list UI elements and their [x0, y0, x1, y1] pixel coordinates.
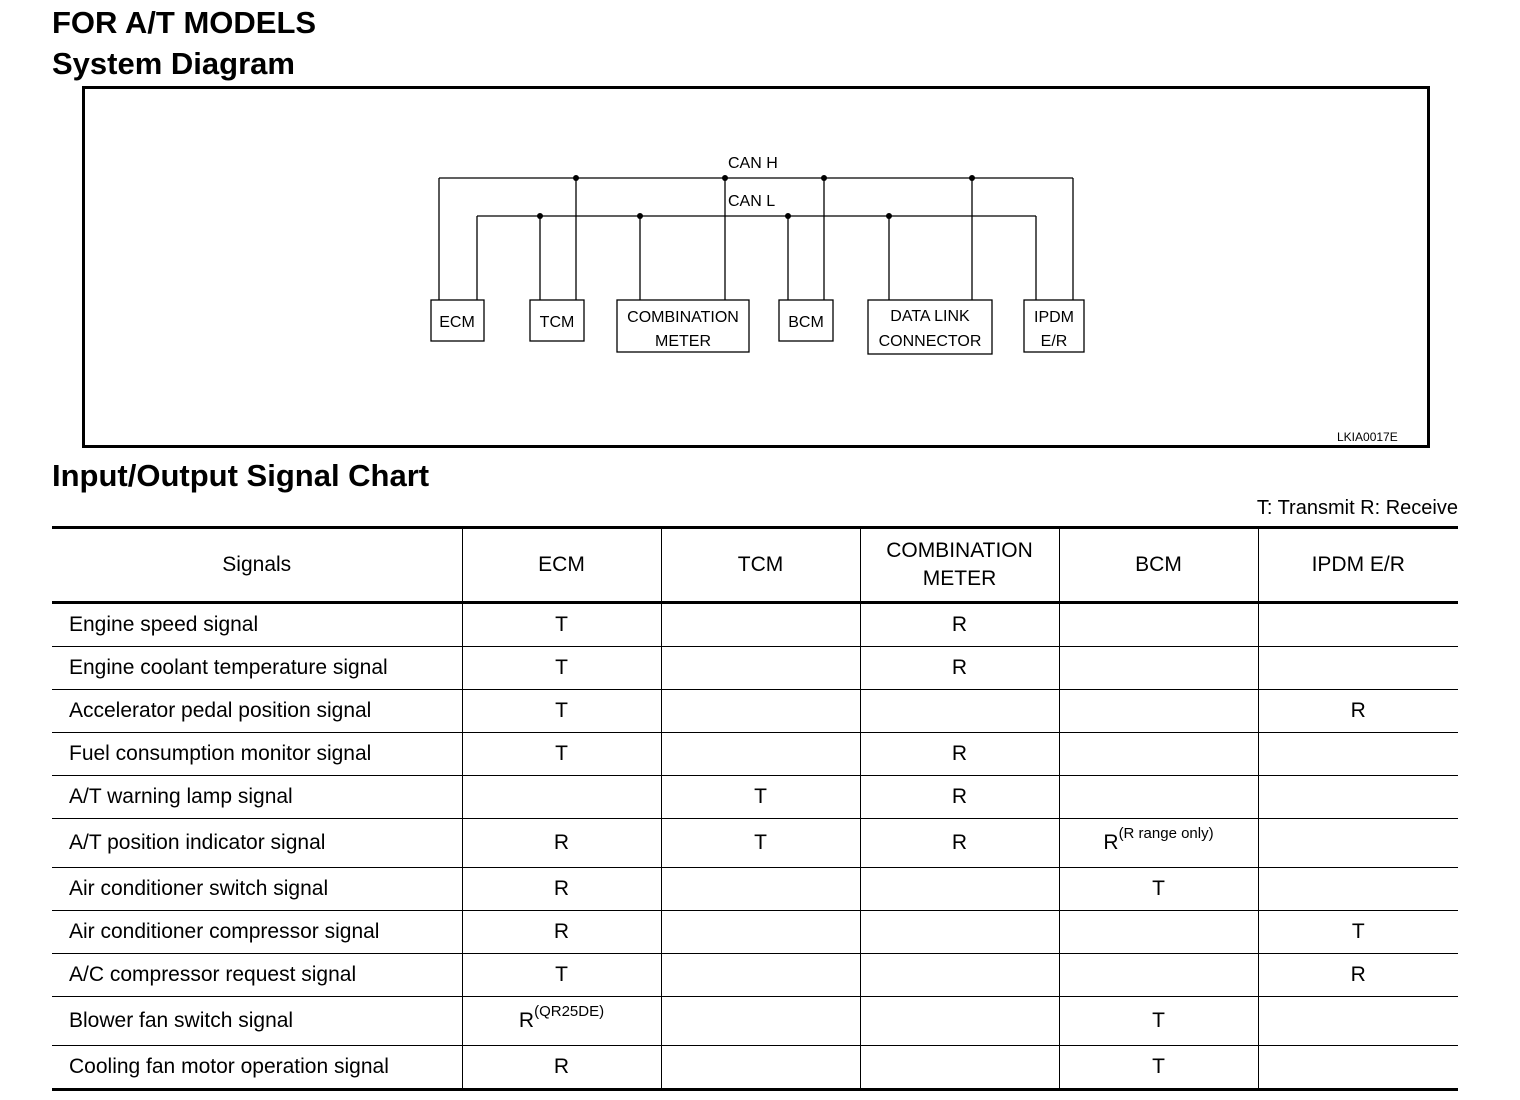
table-row	[52, 954, 1458, 997]
ecm-cell: T	[462, 733, 661, 776]
ecm-cell: R	[462, 819, 661, 868]
meter-cell	[860, 690, 1059, 733]
signal-name: Air conditioner compressor signal	[52, 911, 462, 954]
ipdm-cell	[1258, 776, 1458, 819]
meter-cell: R	[860, 603, 1059, 647]
ipdm-cell	[1258, 868, 1458, 911]
bcm-cell: T	[1059, 868, 1258, 911]
meter-cell: R	[860, 733, 1059, 776]
meter-cell	[860, 954, 1059, 997]
can-bus-diagram	[85, 89, 1427, 445]
ipdm-cell	[1258, 603, 1458, 647]
header-signals: Signals	[52, 528, 462, 603]
combination-meter-label-1: COMBINATION	[627, 309, 739, 326]
bcm-cell: T	[1059, 997, 1258, 1046]
table-row	[52, 868, 1458, 911]
signal-name: A/T position indicator signal	[52, 819, 462, 868]
signal-name: Cooling fan motor operation signal	[52, 1046, 462, 1090]
tcm-cell	[661, 603, 860, 647]
header-tcm: TCM	[661, 528, 860, 603]
ipdm-cell	[1258, 819, 1458, 868]
ecm-cell	[462, 776, 661, 819]
ecm-note: (QR25DE)	[534, 1003, 605, 1020]
meter-cell: R	[860, 819, 1059, 868]
tcm-cell	[661, 997, 860, 1046]
ipdm-cell	[1258, 647, 1458, 690]
header-ecm: ECM	[462, 528, 661, 603]
system-diagram	[82, 86, 1430, 448]
bcm-cell: $R^{(R range only)}$	[1059, 819, 1258, 868]
bcm-cell	[1059, 776, 1258, 819]
tcm-cell	[661, 733, 860, 776]
tcm-cell	[661, 954, 860, 997]
ipdm-cell	[1258, 1046, 1458, 1090]
table-row	[52, 647, 1458, 690]
ecm-cell: $R^{(QR25DE)}$	[462, 997, 661, 1046]
table-row	[52, 776, 1458, 819]
ecm-cell: T	[462, 954, 661, 997]
ecm-cell: T	[462, 647, 661, 690]
table-row	[52, 603, 1458, 647]
signal-name: Engine coolant temperature signal	[52, 647, 462, 690]
signal-name: Air conditioner switch signal	[52, 868, 462, 911]
data-link-connector-label-2: CONNECTOR	[878, 333, 982, 350]
bcm-note: (R range only)	[1118, 825, 1214, 842]
tcm-cell	[661, 690, 860, 733]
header-row	[52, 528, 1458, 603]
signal-name: Fuel consumption monitor signal	[52, 733, 462, 776]
header-bcm: BCM	[1059, 528, 1258, 603]
meter-cell	[860, 868, 1059, 911]
header-combination-meter: COMBINATION METER	[860, 528, 1059, 603]
ecm-cell: R	[462, 868, 661, 911]
bcm-cell	[1059, 733, 1258, 776]
table-row	[52, 997, 1458, 1046]
can-l-label: CAN L	[728, 193, 776, 210]
ipdm-cell: R	[1258, 954, 1458, 997]
bcm-cell	[1059, 647, 1258, 690]
meter-cell	[860, 1046, 1059, 1090]
meter-cell	[860, 911, 1059, 954]
ecm-cell: R	[462, 911, 661, 954]
table-row	[52, 690, 1458, 733]
models-heading: FOR A/T MODELS	[52, 5, 317, 40]
tcm-cell: T	[661, 776, 860, 819]
table-row	[52, 1046, 1458, 1090]
table-row	[52, 733, 1458, 776]
meter-cell: R	[860, 776, 1059, 819]
tcm-cell	[661, 911, 860, 954]
bcm-cell	[1059, 911, 1258, 954]
table-row	[52, 819, 1458, 868]
bcm-cell	[1059, 603, 1258, 647]
can-h-label: CAN H	[728, 155, 778, 172]
signal-name: Blower fan switch signal	[52, 997, 462, 1046]
tcm-cell: T	[661, 819, 860, 868]
tcm-label: TCM	[539, 314, 575, 331]
signal-chart-heading: Input/Output Signal Chart	[52, 458, 430, 493]
bcm-label: BCM	[788, 314, 824, 331]
ecm-cell: R	[462, 1046, 661, 1090]
figure-id: LKIA0017E	[1337, 430, 1398, 444]
ipdm-cell: T	[1258, 911, 1458, 954]
signal-name: Accelerator pedal position signal	[52, 690, 462, 733]
meter-cell: R	[860, 647, 1059, 690]
bcm-cell	[1059, 690, 1258, 733]
io-signal-chart	[52, 526, 1458, 1091]
combination-meter-label-2: METER	[655, 333, 711, 350]
ipdm-er-label-2: E/R	[1040, 333, 1068, 350]
transmit-receive-legend: T: Transmit R: Receive	[1256, 497, 1458, 519]
signal-name: Engine speed signal	[52, 603, 462, 647]
ipdm-cell	[1258, 733, 1458, 776]
meter-cell	[860, 997, 1059, 1046]
tcm-cell	[661, 1046, 860, 1090]
ecm-cell: T	[462, 690, 661, 733]
ipdm-er-label-1: IPDM	[1034, 309, 1074, 326]
bcm-cell	[1059, 954, 1258, 997]
signal-name: A/T warning lamp signal	[52, 776, 462, 819]
data-link-connector-label-1: DATA LINK	[890, 308, 970, 325]
system-diagram-heading: System Diagram	[52, 46, 295, 81]
ecm-cell: T	[462, 603, 661, 647]
header-ipdm-er: IPDM E/R	[1258, 528, 1458, 603]
ipdm-cell: R	[1258, 690, 1458, 733]
tcm-cell	[661, 868, 860, 911]
ecm-label: ECM	[439, 314, 475, 331]
signal-name: A/C compressor request signal	[52, 954, 462, 997]
table-row	[52, 911, 1458, 954]
ipdm-cell	[1258, 997, 1458, 1046]
tcm-cell	[661, 647, 860, 690]
bcm-cell: T	[1059, 1046, 1258, 1090]
